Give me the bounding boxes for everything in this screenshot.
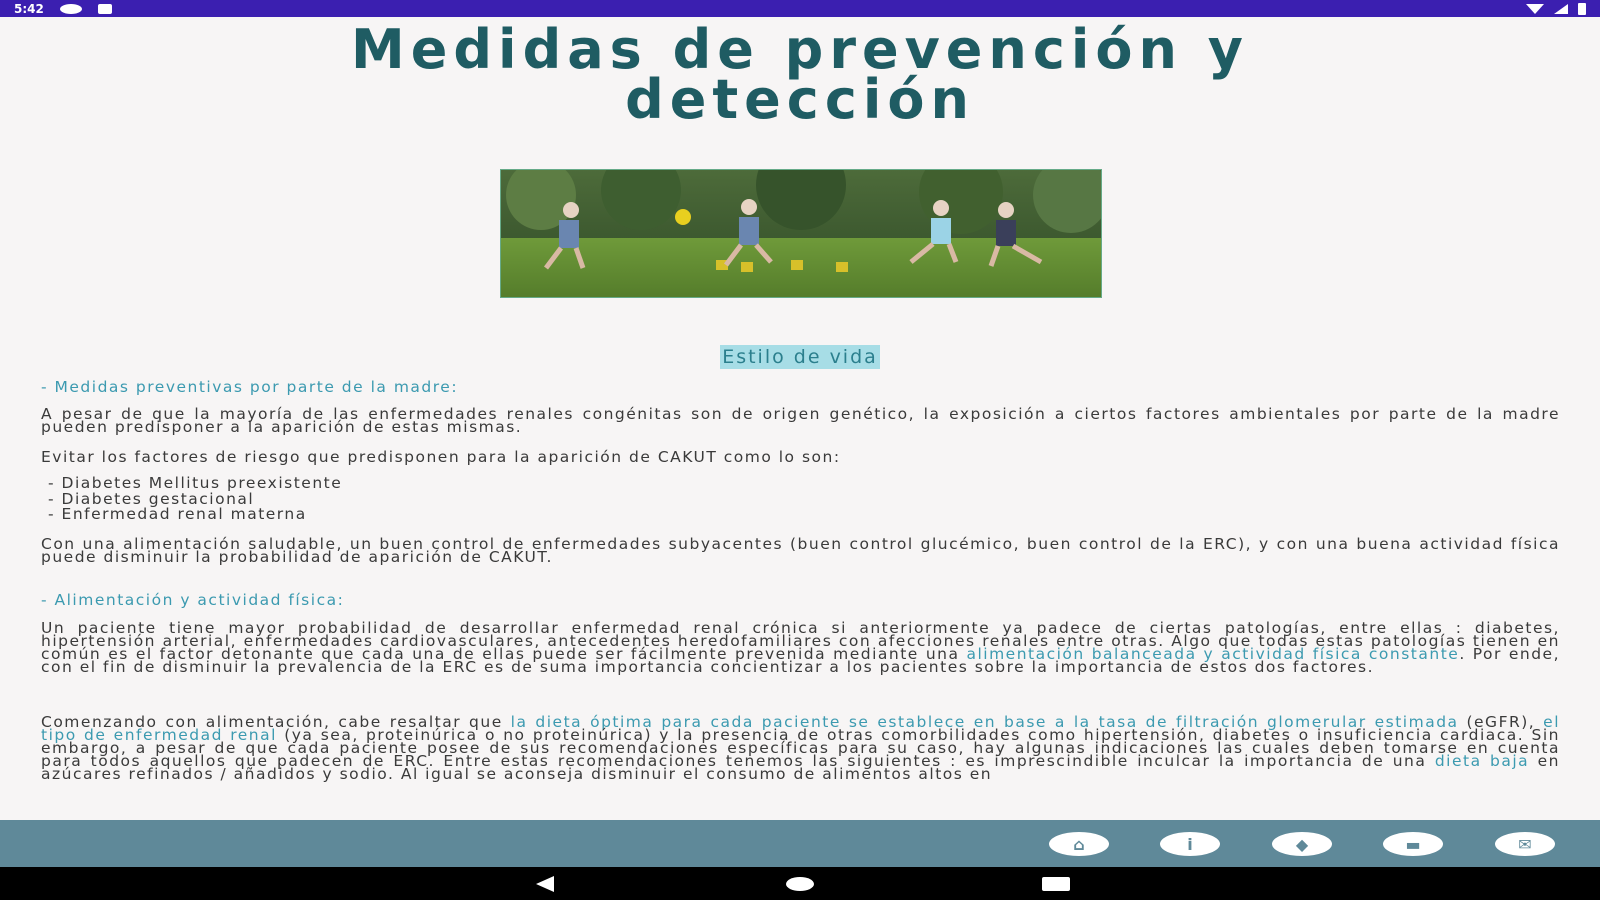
link-kidney-disease-type[interactable]: el tipo de enfermedad renal — [41, 713, 1561, 744]
link-balanced-diet[interactable]: alimentación balanceada y actividad física constante — [966, 645, 1460, 663]
risk-factor-list — [48, 476, 342, 523]
nutrition-subhead: - Alimentación y actividad física: — [41, 591, 345, 609]
nutrition-paragraph-2: Comenzando con alimentación, cabe resaltar que la dieta óptima para cada paciente se establece en base a la tasa de filtración glomerular estimada (eGFR), el tipo de enfermedad renal (ya sea, proteinúrica o no proteinúrica) y la presencia de otras comorbilidades como hipertensión, diabetes o insuficiencia cardiaca. Sin embargo, a pesar de que cada paciente posee de sus recomendaciones específicas para su caso, hay algunas indicaciones las cuales deben tomarse en cuenta para todos aquellos que padecen de ERC. Entre estas recomendaciones tenemos las siguientes : es imprescindible inculcar la importancia de una dieta baja en azúcares refinados / añadidos y sodio. Al igual se aconseja disminuir el consumo de alimentos altos en — [41, 713, 1561, 783]
recent-apps-icon[interactable] — [1042, 877, 1070, 891]
mail-icon[interactable]: ✉ — [1495, 832, 1555, 856]
nutrition-paragraph-1: Un paciente tiene mayor probabilidad de desarrollar enfermedad renal crónica si anteriormente ya padece de ciertas patologías, entre ellas : diabetes, hipertensión arterial, enfermedades cardiovasculares, antecedentes heredofamiliares con afecciones renales entre otras. Algo que todas estas patologías tienen en común es el factor detonante que cada una de ellas puede ser fácilmente prevenida mediante una alimentación balanceada y actividad física constante. Por ende, con el fin de disminuir la prevalencia de la ERC es de suma importancia concientizar a los pacientes sobre la importancia de estos dos factores. — [41, 619, 1561, 676]
status-time: 5:42 — [14, 1, 44, 16]
maternal-paragraph-3: Con una alimentación saludable, un buen control de enfermedades subyacentes (buen control glucémico, buen control de la ERC), y con una buena actividad física puede disminuir la probabilidad de aparición de CAKUT. — [41, 535, 1560, 566]
sd-card-icon — [98, 4, 112, 14]
maternal-paragraph-1: A pesar de que la mayoría de las enfermedades renales congénitas son de origen genético, la exposición a ciertos factores ambientales por parte de la madre pueden predisponer a la aparición de estas mismas. — [41, 405, 1560, 436]
info-icon[interactable]: i — [1160, 832, 1220, 856]
maternal-subhead: - Medidas preventivas por parte de la madre: — [41, 378, 459, 396]
list-item: - Diabetes gestacional — [48, 489, 255, 508]
page-title — [0, 18, 1600, 131]
back-icon[interactable] — [536, 876, 554, 892]
hero-image — [500, 169, 1102, 298]
scroll-content[interactable] — [0, 17, 1600, 820]
battery-icon — [1578, 3, 1586, 15]
maternal-paragraph-2: Evitar los factores de riesgo que predisponen para la aparición de CAKUT como lo son: — [41, 448, 841, 466]
section-heading: Estilo de vida — [722, 346, 878, 368]
page-title-line1: Medidas de prevención y — [351, 18, 1249, 81]
status-bar — [0, 0, 1600, 17]
notification-icon — [60, 4, 82, 14]
link-low-diet[interactable]: dieta baja — [1434, 752, 1530, 770]
wifi-icon — [1526, 4, 1544, 14]
list-item: - Enfermedad renal materna — [48, 505, 307, 523]
home-icon[interactable]: ⌂ — [1049, 832, 1109, 856]
home-nav-icon[interactable] — [786, 877, 814, 891]
folder-icon[interactable]: ▬ — [1383, 832, 1443, 856]
page-title-line2: detección — [625, 68, 975, 131]
link-optimal-diet[interactable]: la dieta óptima para cada paciente se establece en base a la tasa de filtración glomerular estimada — [510, 713, 1459, 731]
shield-icon[interactable]: ◆ — [1272, 832, 1332, 856]
signal-icon — [1554, 4, 1568, 14]
bottom-toolbar — [0, 820, 1600, 867]
list-item: - Diabetes Mellitus preexistente — [48, 474, 343, 492]
